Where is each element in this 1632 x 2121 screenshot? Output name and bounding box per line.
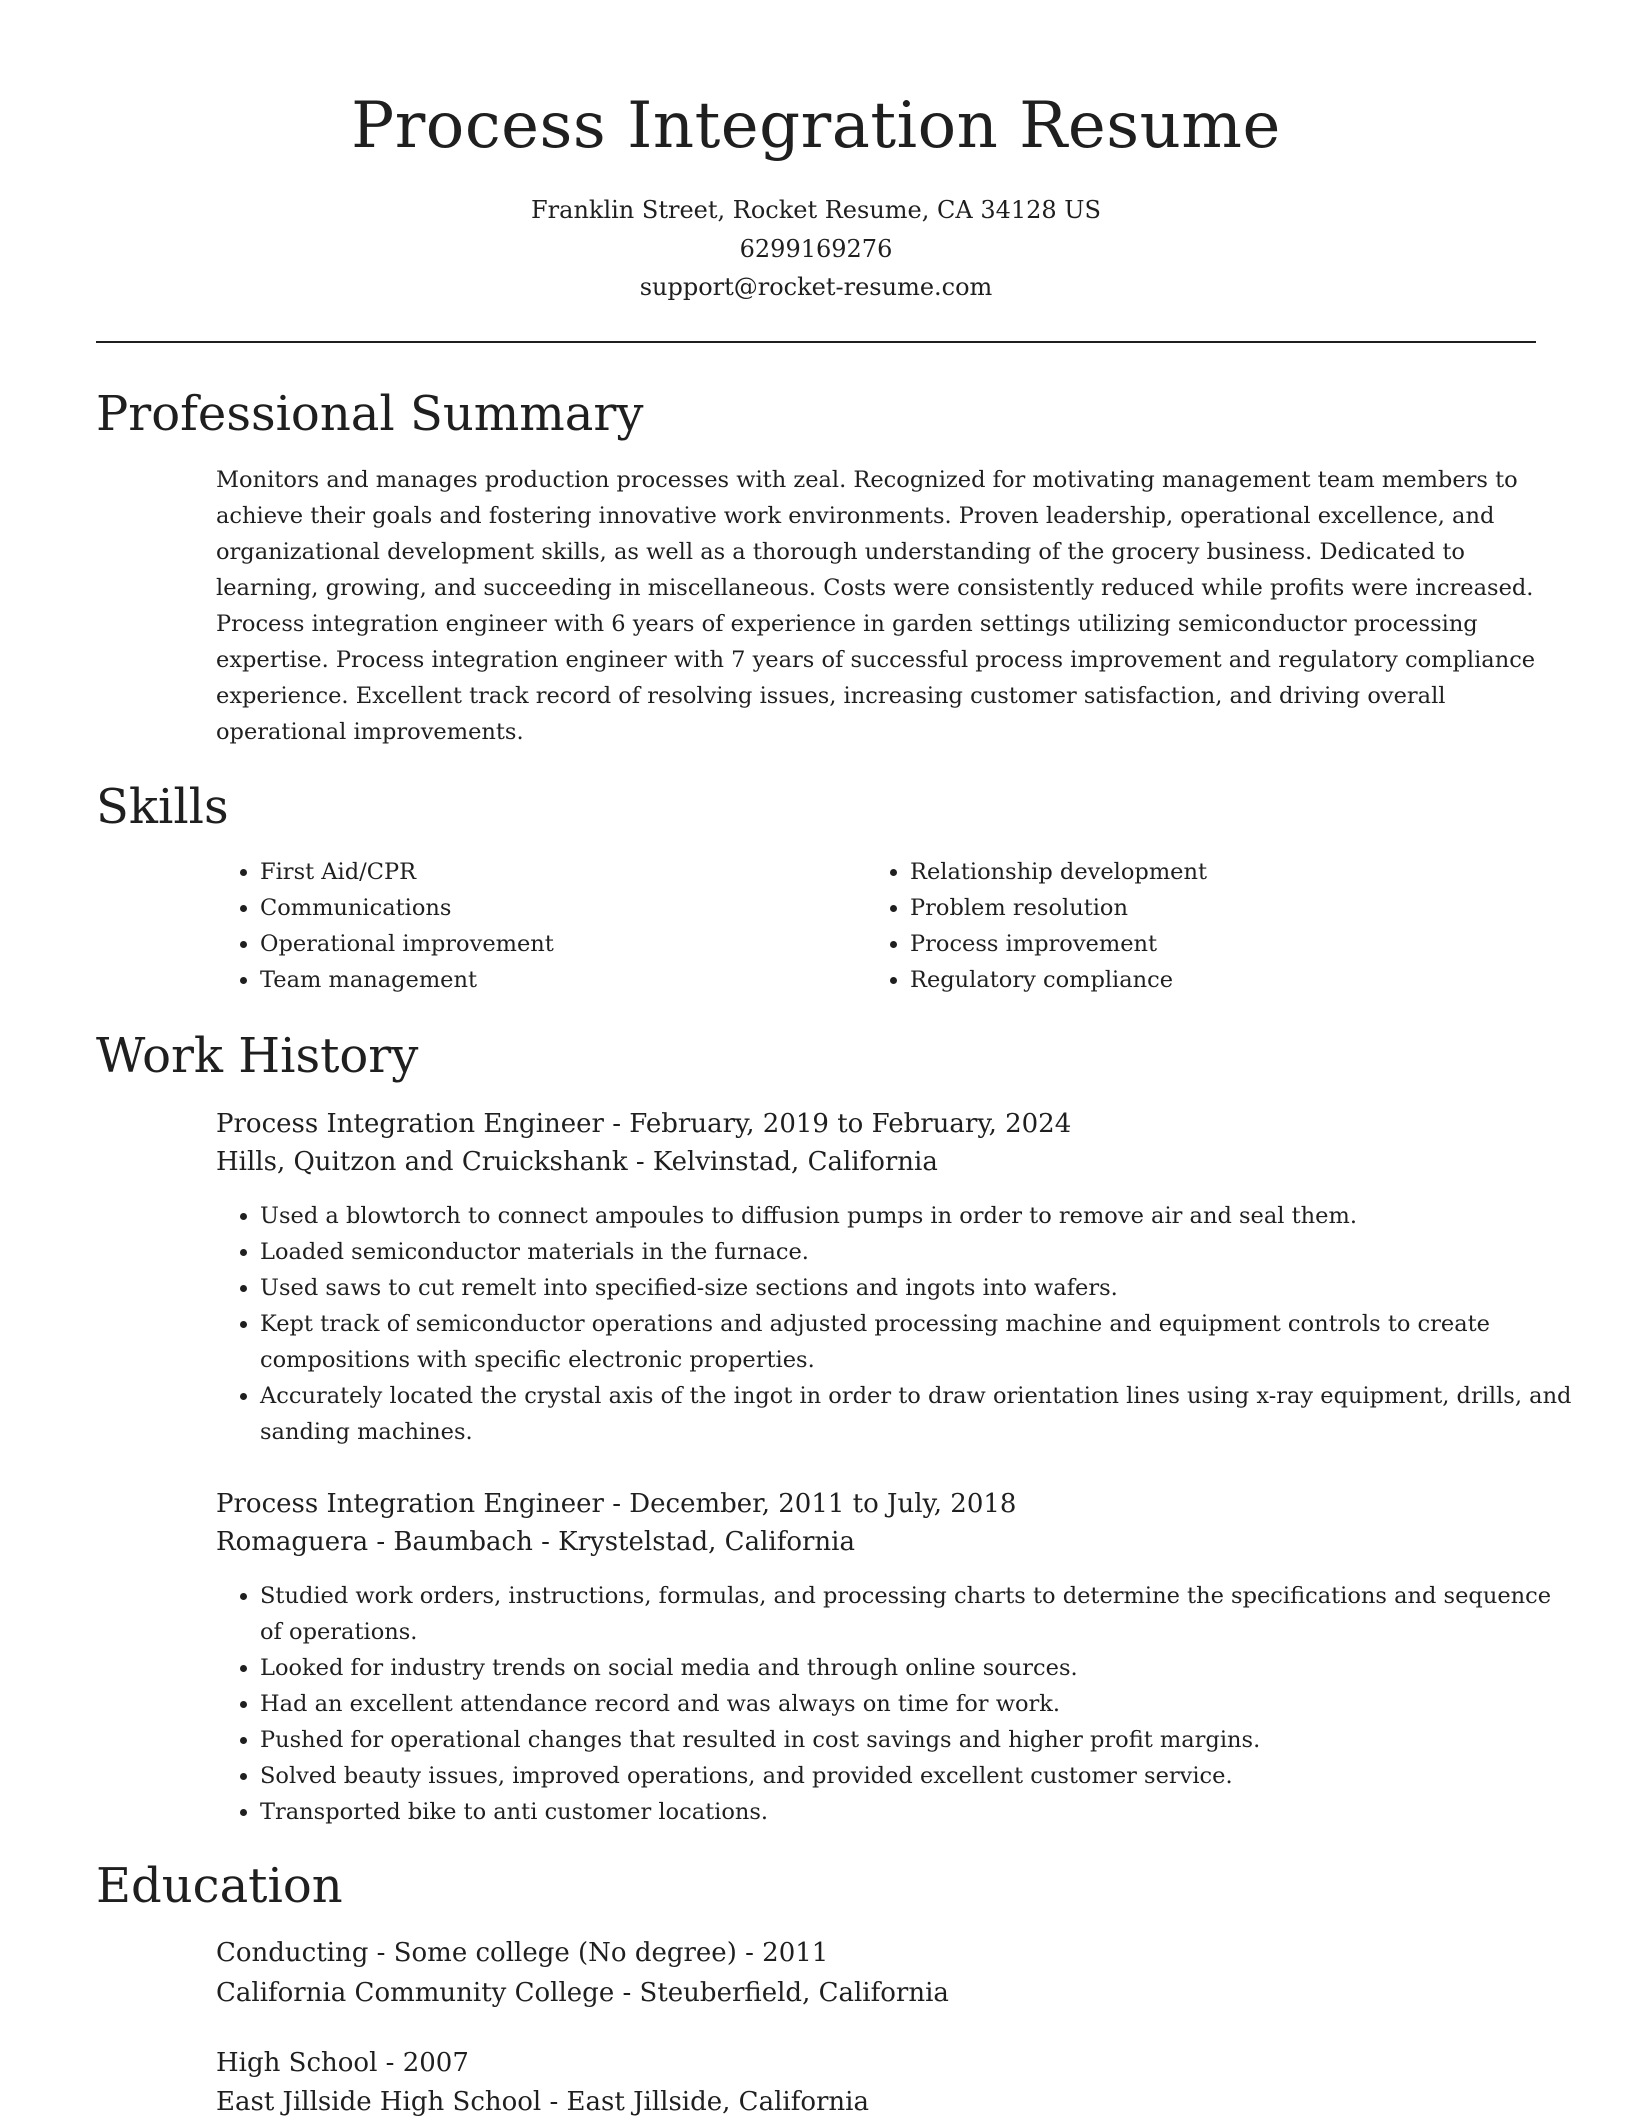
job-duty-item: • Loaded semiconductor materials in the furnace. — [260, 1234, 1580, 1270]
job-title-line: Process Integration Engineer - December, 2011 to July, 2018 — [216, 1489, 1017, 1519]
education-school-line: California Community College - Steuberfield, California — [216, 1978, 949, 2008]
contact-phone: 6299169276 — [739, 235, 893, 263]
skills-heading: Skills — [96, 779, 229, 835]
contact-address: Franklin Street, Rocket Resume, CA 34128 US — [531, 196, 1101, 224]
skill-item: • Regulatory compliance — [910, 962, 1530, 998]
skill-item: • Operational improvement — [260, 926, 860, 962]
skill-item: • Relationship development — [910, 854, 1530, 890]
job-duty-item: • Studied work orders, instructions, formulas, and processing charts to determine the specifications and sequence of operations. — [260, 1578, 1580, 1650]
job-company-line: Hills, Quitzon and Cruickshank - Kelvinstad, California — [216, 1147, 938, 1177]
job-duty-item: • Transported bike to anti customer locations. — [260, 1794, 1580, 1830]
job-title-line: Process Integration Engineer - February, 2019 to February, 2024 — [216, 1109, 1072, 1139]
work-history-heading: Work History — [96, 1028, 419, 1084]
header-divider — [96, 341, 1536, 343]
job-duty-item: • Kept track of semiconductor operations and adjusted processing machine and equipment controls to create compositions with specific electronic properties. — [260, 1306, 1580, 1378]
resume-title: Process Integration Resume — [351, 89, 1281, 163]
education-degree-line: Conducting - Some college (No degree) - 2011 — [216, 1938, 829, 1968]
job-duty-item: • Looked for industry trends on social media and through online sources. — [260, 1650, 1580, 1686]
job-duty-item: • Accurately located the crystal axis of the ingot in order to draw orientation lines using x-ray equipment, drills, and sanding machines. — [260, 1378, 1580, 1450]
education-degree-line: High School - 2007 — [216, 2048, 469, 2078]
skill-item: • First Aid/CPR — [260, 854, 860, 890]
job-duty-item: • Pushed for operational changes that resulted in cost savings and higher profit margins. — [260, 1722, 1580, 1758]
job-duty-item: • Had an excellent attendance record and was always on time for work. — [260, 1686, 1580, 1722]
skill-item: • Team management — [260, 962, 860, 998]
job-duties-list — [216, 1578, 1580, 1830]
skills-list-left — [216, 854, 860, 998]
skill-item: • Problem resolution — [910, 890, 1530, 926]
job-duty-item: • Used a blowtorch to connect ampoules to diffusion pumps in order to remove air and seal them. — [260, 1198, 1580, 1234]
education-heading: Education — [96, 1858, 343, 1914]
skill-item: • Process improvement — [910, 926, 1530, 962]
summary-heading: Professional Summary — [96, 386, 644, 442]
summary-text: Monitors and manages production processes with zeal. Recognized for motivating management team members to achieve their goals and fostering innovative work environments. Proven leadership, operational excellence, and organizational development skills, as well as a thorough understanding of the grocery business. Dedicated to learning, growing, and succeeding in miscellaneous. Costs were consistently reduced while profits were increased. Process integration engineer with 6 years of experience in garden settings utilizing semiconductor processing expertise. Process integration engineer with 7 years of successful process improvement and regulatory compliance experience. Excellent track record of resolving issues, increasing customer satisfaction, and driving overall operational improvements. — [216, 467, 1536, 745]
contact-email: support@rocket-resume.com — [639, 273, 993, 301]
job-company-line: Romaguera - Baumbach - Krystelstad, California — [216, 1527, 855, 1557]
job-duty-item: • Used saws to cut remelt into specified-size sections and ingots into wafers. — [260, 1270, 1580, 1306]
skills-list-right — [866, 854, 1530, 998]
job-duties-list — [216, 1198, 1580, 1450]
education-school-line: East Jillside High School - East Jillside, California — [216, 2087, 869, 2117]
skill-item: • Communications — [260, 890, 860, 926]
job-duty-item: • Solved beauty issues, improved operations, and provided excellent customer service. — [260, 1758, 1580, 1794]
